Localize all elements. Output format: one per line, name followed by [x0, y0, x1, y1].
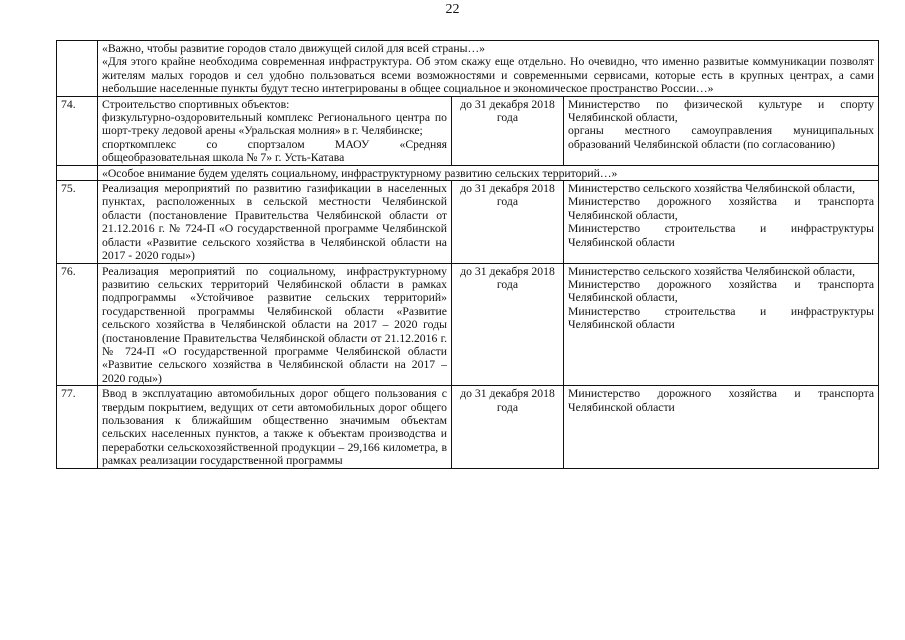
page-number: 22 [445, 2, 460, 17]
responsible-line: Министерство строительства и инфраструктуры Челябинской области [568, 304, 875, 332]
quote-number-cell [57, 41, 98, 97]
table-row [57, 386, 879, 468]
measure-cell: Реализация мероприятий по социальному, инфраструктурному развитию сельских территорий Челябинской области в рамках подпрограммы «Устойчивое развитие сельских территорий» государственной программы Челябинской области «Развитие сельского хозяйства в Челябинской области на 2017 – 2020 годы (постановление Правительства Челябинской области от 21.12.2016 г. № 724-П «О государственной программе Челябинской области «Развитие сельского хозяйства в Челябинской области на 2017 – 2020 годы») [98, 263, 452, 386]
responsible-cell [564, 263, 879, 386]
deadline-cell: до 31 декабря 2018 года [452, 263, 564, 386]
row-number: 75. [57, 181, 98, 263]
table-row [57, 181, 879, 263]
quote-cell [98, 41, 879, 97]
deadline-cell: до 31 декабря 2018 года [452, 96, 564, 165]
table-row [57, 96, 879, 165]
responsible-line: органы местного самоуправления муниципальных образований Челябинской области (по согласованию) [568, 124, 875, 151]
quote-line: «Для этого крайне необходима современная инфраструктура. Об этом скажу еще отдельно. Но очевидно, что именно развитые коммуникации позволят жителям малых городов и сел удобно пользоваться всеми возможностями и современными сервисами, которые есть в крупных центрах, а сами небольшие населенные пункты будут тесно интегрированы в общее социальное и экономическое пространство России…» [102, 55, 875, 96]
responsible-line: Министерство сельского хозяйства Челябинской области, [568, 264, 856, 278]
measure-cell: Реализация мероприятий по развитию газификации в населенных пунктах, расположенных в сельской местности Челябинской области (постановление Правительства Челябинской области от 21.12.2016 г. № 724-П «О государственной программе Челябинской области «Развитие сельского хозяйства в Челябинской области на 2017 - 2020 годы») [98, 181, 452, 263]
measure-cell: Ввод в эксплуатацию автомобильных дорог общего пользования с твердым покрытием, ведущих от сети автомобильных дорог общего пользования к ближайшим общественно значимым объектам сельских населенных пунктов, а также к объектам производства и переработки сельскохозяйственной продукции – 29,166 километра, в рамках реализации государственной программы [98, 386, 452, 468]
table-row [57, 263, 879, 386]
quote-row [57, 41, 879, 97]
responsible-line: Министерство по физической культуре и спорту Челябинской области, [568, 97, 875, 125]
responsible-cell [564, 96, 879, 165]
measure-line: физкультурно-оздоровительный комплекс Регионального центра по шорт-треку ледовой арены «Уральская молния» в г. Челябинске; [102, 111, 447, 138]
responsible-line: Министерство строительства и инфраструктуры Челябинской области [568, 222, 875, 249]
deadline-cell: до 31 декабря 2018 года [452, 386, 564, 468]
responsible-cell: Министерство дорожного хозяйства и транспорта Челябинской области [564, 386, 879, 468]
measure-cell [98, 96, 452, 165]
responsible-cell [564, 181, 879, 263]
row-number: 76. [57, 263, 98, 386]
deadline-cell: до 31 декабря 2018 года [452, 181, 564, 263]
measures-table [56, 40, 879, 469]
row-number: 77. [57, 386, 98, 468]
quote-cell: «Особое внимание будем уделять социальному, инфраструктурному развитию сельских территорий…» [98, 165, 879, 180]
responsible-line: Министерство сельского хозяйства Челябинской области, [568, 182, 856, 196]
quote-number-cell [57, 165, 98, 180]
responsible-line: Министерство дорожного хозяйства и транспорта Челябинской области, [568, 195, 875, 222]
row-number: 74. [57, 96, 98, 165]
quote-row [57, 165, 879, 180]
measure-line: спорткомплекс со спортзалом МАОУ «Средняя общеобразовательная школа № 7» г. Усть-Катава [102, 137, 447, 165]
measure-line: Строительство спортивных объектов: [102, 97, 290, 111]
quote-line: «Важно, чтобы развитие городов стало движущей силой для всей страны…» [102, 42, 486, 55]
responsible-line: Министерство дорожного хозяйства и транспорта Челябинской области, [568, 277, 875, 305]
